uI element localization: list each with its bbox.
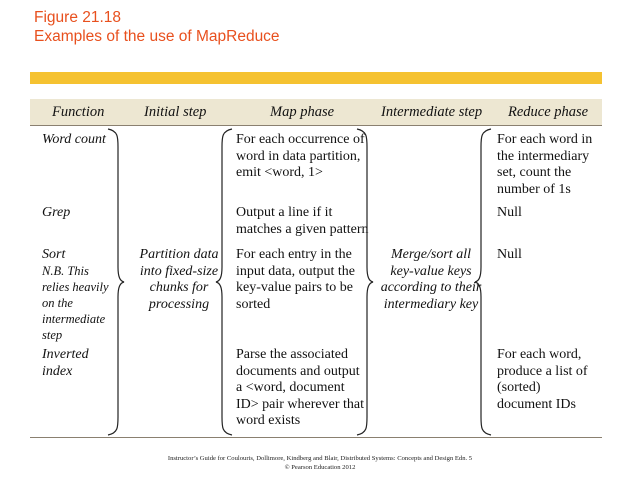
reduce-inverted-index: For each word, produce a list of (sorted) document IDs [497, 347, 588, 412]
initial-step-text: Partition data into fixed-size chunks for processing [139, 247, 219, 312]
initial-step-left-brace [104, 127, 126, 437]
intermediate-step-right-brace [473, 127, 495, 437]
intermediate-step-left-brace [353, 127, 375, 437]
header-initial-step: Initial step [144, 104, 207, 120]
figure-title [34, 8, 280, 46]
map-grep: Output a line if it matches a given pattern [236, 205, 369, 237]
figure-caption: Examples of the use of MapReduce [34, 28, 280, 45]
table-bottom-rule [30, 437, 602, 438]
footer-credit: Instructor’s Guide for Coulouris, Dollimore, Kindberg and Blair, Distributed Systems: Concepts and Design Edn. 5 [167, 455, 473, 462]
header-map-phase: Map phase [270, 104, 335, 120]
header-intermediate-step: Intermediate step [381, 104, 483, 120]
function-sort: Sort [42, 247, 66, 262]
header-function: Function [52, 104, 105, 120]
title-rule [30, 72, 602, 84]
map-word-count: For each occurrence of word in data partition, emit <word, 1> [236, 132, 365, 180]
function-grep: Grep [42, 205, 71, 220]
sort-note: N.B. This relies heavily on the intermediate step [42, 264, 109, 342]
intermediate-step-text: Merge/sort all key-value keys according to their intermediary key [380, 247, 482, 312]
reduce-sort: Null [497, 247, 522, 262]
footer [150, 454, 490, 472]
reduce-word-count: For each word in the intermediary set, count the number of 1s [497, 132, 593, 197]
map-inverted-index: Parse the associated documents and output a <word, document ID> pair wherever that word exists [236, 347, 365, 428]
map-sort: For each entry in the input data, output the key-value pairs to be sorted [236, 247, 355, 312]
initial-step-right-brace [214, 127, 236, 437]
figure-number: Figure 21.18 [34, 9, 122, 26]
footer-copyright: © Pearson Education 2012 [284, 464, 356, 471]
function-inverted-index: Inverted index [42, 347, 89, 379]
function-word-count: Word count [42, 132, 106, 147]
header-reduce-phase: Reduce phase [508, 104, 589, 120]
table-header-divider [30, 125, 602, 126]
reduce-grep: Null [497, 205, 522, 220]
